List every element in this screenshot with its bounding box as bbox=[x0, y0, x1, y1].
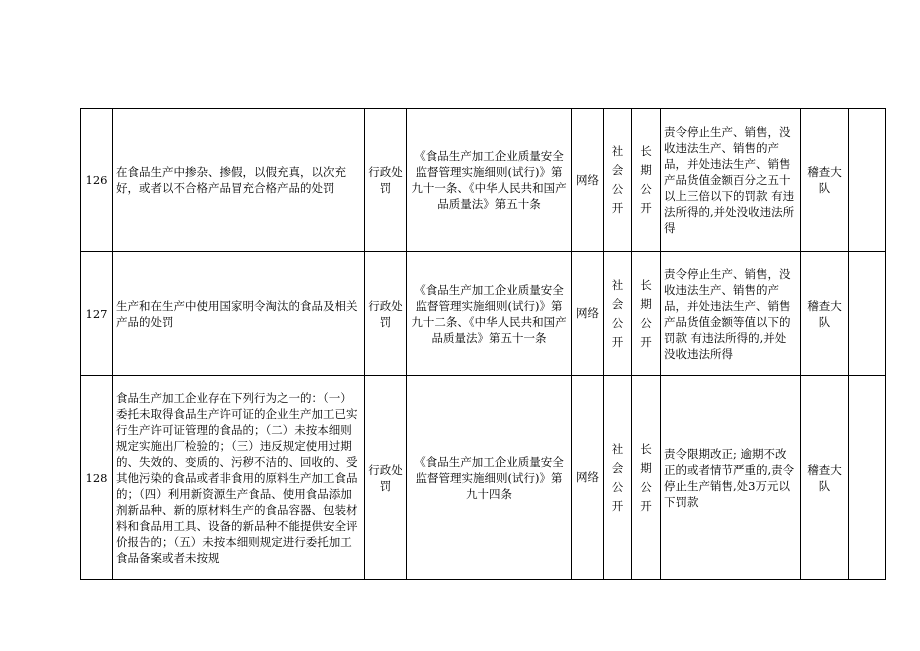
item-type: 行政处罚 bbox=[365, 376, 407, 580]
unit: 稽查大队 bbox=[801, 376, 849, 580]
table-row bbox=[81, 376, 886, 580]
period: 长期公开 bbox=[632, 252, 661, 376]
empty-cell bbox=[849, 252, 886, 376]
legal-basis: 《食品生产加工企业质量安全监督管理实施细则(试行)》第九十一条、《中华人民共和国产品质量法》第五十条 bbox=[407, 109, 572, 252]
item-type: 行政处罚 bbox=[365, 109, 407, 252]
penalty: 责令停止生产、销售，没收违法生产、销售的产品，并处违法生产、销售产品货值金额等值以下的罚款 有违法所得的,并处没收违法所得 bbox=[661, 252, 801, 376]
legal-basis: 《食品生产加工企业质量安全监督管理实施细则(试行)》第九十二条、《中华人民共和国产品质量法》第五十一条 bbox=[407, 252, 572, 376]
row-number: 128 bbox=[81, 376, 113, 580]
item-type: 行政处罚 bbox=[365, 252, 407, 376]
period: 长期公开 bbox=[632, 109, 661, 252]
unit: 稽查大队 bbox=[801, 252, 849, 376]
empty-cell bbox=[849, 109, 886, 252]
scope: 社会公开 bbox=[604, 376, 632, 580]
channel: 网络 bbox=[572, 109, 604, 252]
penalty: 责令限期改正; 逾期不改正的或者情节严重的,责令停止生产销售,处3万元以下罚款 bbox=[661, 376, 801, 580]
row-number: 126 bbox=[81, 109, 113, 252]
channel: 网络 bbox=[572, 252, 604, 376]
unit: 稽查大队 bbox=[801, 109, 849, 252]
scope: 社会公开 bbox=[604, 109, 632, 252]
penalty-table bbox=[80, 108, 886, 580]
row-number: 127 bbox=[81, 252, 113, 376]
empty-cell bbox=[849, 376, 886, 580]
period: 长期公开 bbox=[632, 376, 661, 580]
scope: 社会公开 bbox=[604, 252, 632, 376]
legal-basis: 《食品生产加工企业质量安全监督管理实施细则(试行)》第九十四条 bbox=[407, 376, 572, 580]
item-name: 在食品生产中掺杂、掺假，以假充真，以次充好，或者以不合格产品冒充合格产品的处罚 bbox=[113, 109, 365, 252]
table-row bbox=[81, 109, 886, 252]
penalty: 责令停止生产、销售，没收违法生产、销售的产品，并处违法生产、销售产品货值金额百分之五十以上三倍以下的罚款 有违法所得的,并处没收违法所得 bbox=[661, 109, 801, 252]
channel: 网络 bbox=[572, 376, 604, 580]
item-name: 食品生产加工企业存在下列行为之一的：（一）委托未取得食品生产许可证的企业生产加工已实行生产许可证管理的食品的；（二）未按本细则规定实施出厂检验的；（三）违反规定使用过期的、失效的、变质的、污秽不洁的、回收的、受其他污染的食品或者非食用的原料生产加工食品的；（四）利用新资源生产食品、使用食品添加剂新品种、新的原材料生产的食品容器、包装材料和食品用工具、设备的新品种不能提供安全评价报告的；（五）未按本细则规定进行委托加工食品备案或者未按规 bbox=[113, 376, 365, 580]
item-name: 生产和在生产中使用国家明令淘汰的食品及相关产品的处罚 bbox=[113, 252, 365, 376]
table-row bbox=[81, 252, 886, 376]
